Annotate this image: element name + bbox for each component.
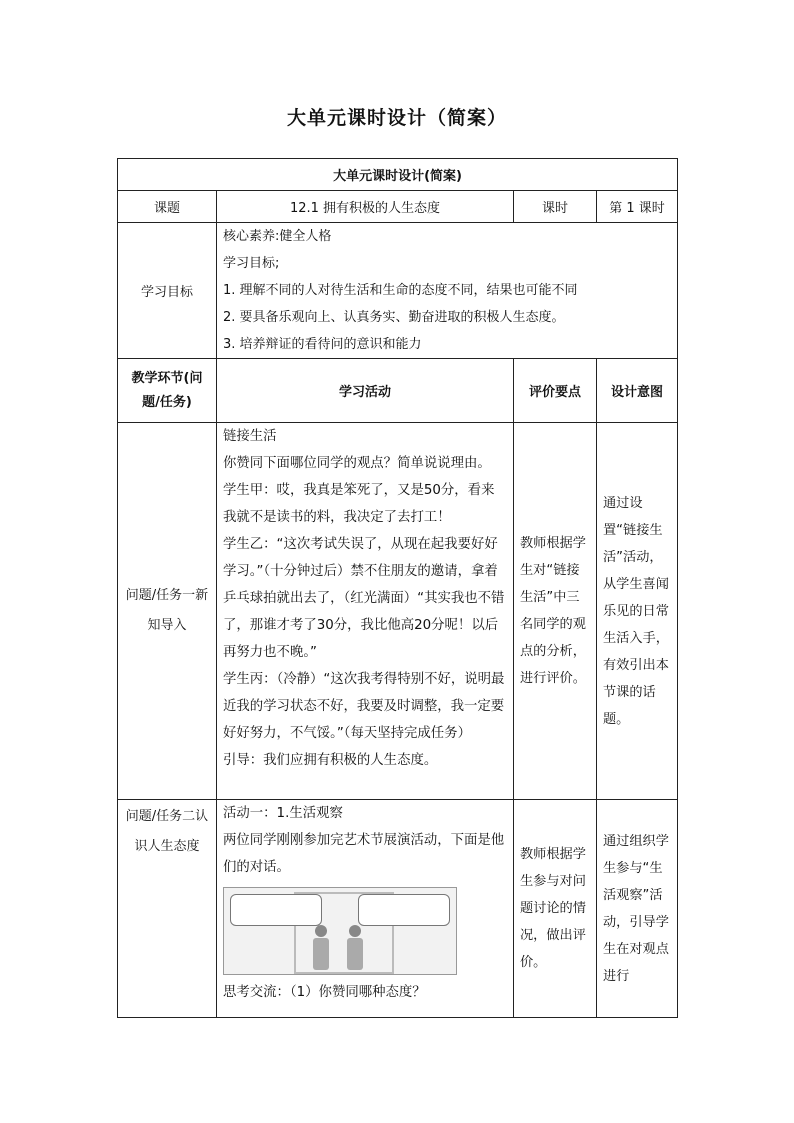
intent-1: 通过设置“链接生活”活动，从学生喜闻乐见的日常生活入手，有效引出本节课的话题。 — [597, 423, 678, 800]
objectives-cell — [217, 223, 678, 359]
evaluation-2: 教师根据学生参与对问题讨论的情况，做出评价。 — [514, 800, 597, 1018]
stage-2: 问题/任务二认识人生态度 — [118, 800, 217, 1018]
activity-line: 引导：我们应拥有积极的人生态度。 — [223, 753, 438, 768]
objective-line: 1. 理解不同的人对待生活和生命的态度不同，结果也可能不同 — [223, 283, 578, 298]
activity-2 — [217, 800, 514, 1018]
activity-title: 活动一：1.生活观察 — [223, 806, 343, 821]
document-title: 大单元课时设计（简案） — [286, 107, 507, 129]
hours-label: 课时 — [514, 191, 597, 223]
activity-line: 链接生活 — [223, 429, 277, 444]
intent-2: 通过组织学生参与“生活观察”活动，引导学生在对观点进行 — [597, 800, 678, 1018]
student-figure — [312, 925, 330, 970]
speech-bubble-right — [358, 894, 450, 926]
hours-value: 第 1 课时 — [597, 191, 678, 223]
col-header-stage: 教学环节(问题/任务) — [118, 359, 217, 423]
objectives-label: 学习目标 — [118, 223, 217, 359]
activity-line: 你赞同下面哪位同学的观点？简单说说理由。 — [223, 456, 491, 471]
activity-line: 学生甲：哎，我真是笨死了，又是50分，看来我就不是读书的料，我决定了去打工！ — [223, 483, 495, 525]
student-figure — [346, 925, 364, 970]
objective-line: 学习目标; — [223, 256, 280, 271]
objective-line: 2. 要具备乐观向上、认真务实、勤奋进取的积极人生态度。 — [223, 310, 565, 325]
topic-label: 课题 — [118, 191, 217, 223]
activity-text: 两位同学刚刚参加完艺术节展演活动，下面是他们的对话。 — [223, 833, 505, 875]
col-header-activity: 学习活动 — [217, 359, 514, 423]
col-header-evaluation: 评价要点 — [514, 359, 597, 423]
activity-1 — [217, 423, 514, 800]
objective-line: 核心素养:健全人格 — [223, 229, 332, 244]
table-header: 大单元课时设计(简案) — [118, 159, 678, 191]
topic-value: 12.1 拥有积极的人生态度 — [217, 191, 514, 223]
evaluation-1: 教师根据学生对“链接生活”中三名同学的观点的分析，进行评价。 — [514, 423, 597, 800]
speech-bubble-left — [230, 894, 322, 926]
dialogue-illustration — [223, 887, 457, 975]
stage-1: 问题/任务一新知导入 — [118, 423, 217, 800]
activity-question: 思考交流：（1）你赞同哪种态度？ — [223, 985, 426, 1000]
activity-line: 学生丙：（冷静）“这次我考得特别不好，说明最近我的学习状态不好，我要及时调整，我一定要好好努力，不气馁。”（每天坚持完成任务） — [223, 672, 505, 741]
lesson-plan-table — [117, 158, 678, 1018]
col-header-intent: 设计意图 — [597, 359, 678, 423]
objective-line: 3. 培养辩证的看待问的意识和能力 — [223, 337, 422, 352]
activity-line: 学生乙：“这次考试失误了，从现在起我要好好学习。”（十分钟过后）禁不住朋友的邀请，拿着乒乓球拍就出去了，（红光满面）“其实我也不错了，那谁才考了30分，我比他高20分呢！以后再努力也不晚。” — [223, 537, 505, 660]
